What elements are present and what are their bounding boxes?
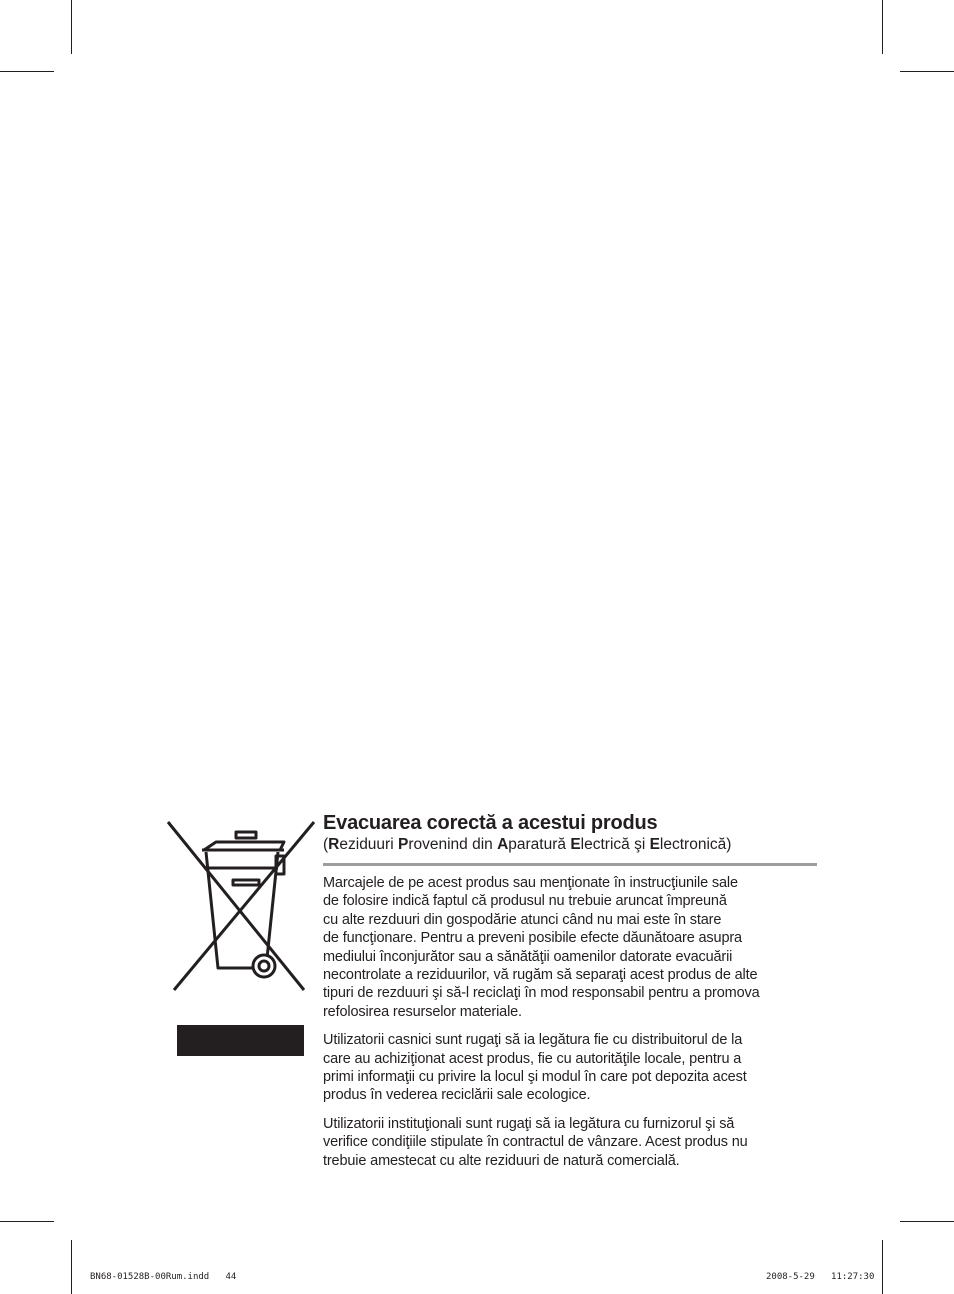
slug-filename: BN68-01528B-00Rum.indd 44 [90, 1272, 237, 1282]
weee-black-bar [177, 1025, 304, 1056]
crop-mark [882, 1240, 883, 1294]
slug-timestamp: 2008-5-29 11:27:30 [766, 1272, 875, 1282]
crop-mark [71, 0, 72, 54]
paragraph-disposal-info: Marcajele de pe acest produs sau menţionate în instrucţiunile sale de folosire indică faptul că produsul nu trebuie aruncat împreună cu alte rezduuri din gospodărie atunci când nu mai este în stare de funcţionare. Pentru a preveni posibile efecte dăunătoare asupra mediului înconjurător sau a sănătăţii oamenilor datorate evacuării necontrolate a reziduurilor, vă rugăm să separaţi acest produs de alte tipuri de rezduuri şi să-l reciclaţi în mod responsabil pentru a promova refolosirea resurselor materiale. [323, 875, 760, 1020]
crop-mark [882, 0, 883, 54]
crop-mark [0, 1221, 54, 1222]
crop-mark [0, 71, 54, 72]
paragraph-household-users: Utilizatorii casnici sunt rugaţi să ia legătura fie cu distribuitorul de la care au achiziţionat acest produs, fie cu autorităţile locale, pentru a primi informaţii cu privire la locul şi modul în care pot depozita acest produs în vederea reciclării sale ecologice. [323, 1032, 747, 1104]
section-title: Evacuarea corectă a acestui produs [323, 812, 658, 834]
section-divider [323, 863, 817, 866]
paragraph-business-users: Utilizatorii instituţionali sunt rugaţi să ia legătura cu furnizorul şi să verifice condiţiile stipulate în contractul de vânzare. Acest produs nu trebuie amestecat cu alte reziduuri de natură comercială. [323, 1115, 748, 1169]
section-subtitle: (Reziduuri Provenind din Aparatură Electrică şi Electronică) [323, 836, 732, 853]
crop-mark [71, 1240, 72, 1294]
crop-mark [900, 71, 954, 72]
crossed-out-wheeled-bin-icon [166, 820, 316, 995]
disposal-section [323, 811, 818, 1180]
crop-mark [900, 1221, 954, 1222]
